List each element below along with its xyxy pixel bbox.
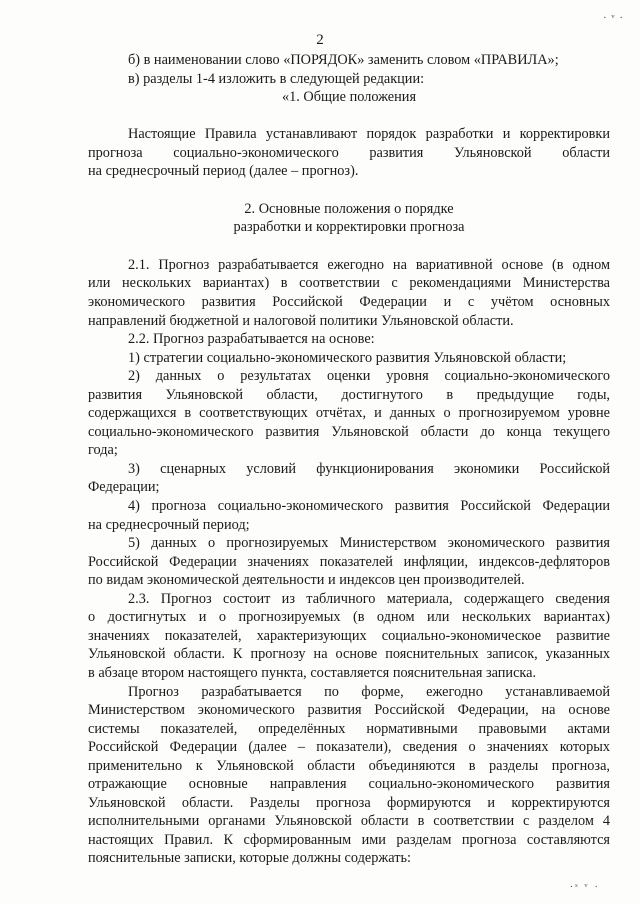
text-line: Министерством экономического развития Российской Федерации, на основе — [88, 702, 610, 719]
text-line: исполнительными органами Ульяновской области в соответствии с разделом 4 — [88, 813, 610, 830]
text-line: в абзаце втором настоящего пункта, составляется пояснительная записка. — [88, 664, 537, 681]
text-line: Ульяновской области. Разделы прогноза формируются и корректируются — [88, 794, 610, 811]
text-line: в) разделы 1-4 изложить в следующей редакции: — [128, 70, 425, 87]
text-line: 3) сценарных условий функционирования экономики Российской — [128, 460, 610, 477]
section-heading: разработки и корректировки прогноза — [233, 219, 465, 236]
text-line: 1) стратегии социально-экономического развития Ульяновской области; — [128, 349, 567, 366]
text-line: 2) данных о результатах оценки уровня социально-экономического — [128, 368, 610, 385]
text-line: настоящих Правил. К сформированным ими разделам прогноза составляются — [88, 831, 610, 848]
text-line: Настоящие Правила устанавливают порядок разработки и корректировки — [128, 126, 610, 143]
text-line: применительно к Ульяновской области объединяются в разделы прогноза, — [88, 757, 610, 774]
text-line: прогноза социально-экономического развития Ульяновской области — [88, 144, 610, 161]
text-line: Прогноз разрабатывается по форме, ежегодно устанавливаемой — [128, 683, 610, 700]
page-number: 2 — [316, 32, 324, 48]
text-line: о достигнутых и о прогнозируемых (в одном или нескольких вариантах) — [88, 609, 610, 626]
text-line: по видам экономической деятельности и индексов цен производителей. — [88, 572, 525, 589]
text-line: развития Ульяновской области, достигнутого в предыдущие годы, — [88, 386, 610, 403]
text-line: на среднесрочный период; — [88, 516, 250, 533]
text-line: системы показателей, определённых нормативными правовыми актами — [88, 720, 610, 737]
text-line: социально-экономического развития Ульяновской области до конца текущего — [88, 423, 610, 440]
text-line: отражающие основные направления социально-экономического развития — [88, 776, 610, 793]
text-line: б) в наименовании слово «ПОРЯДОК» заменить словом «ПРАВИЛА»; — [128, 52, 559, 68]
text-line: Российской Федерации (далее – показатели), сведения о значениях которых — [88, 739, 610, 756]
text-line: содержащихся в соответствующих отчётах, и данных о прогнозируемом уровне — [88, 405, 610, 422]
text-line: Российской Федерации значениях показателей инфляции, индексов-дефляторов — [88, 553, 610, 570]
text-line: 2.1. Прогноз разрабатывается ежегодно на вариативной основе (в одном — [128, 256, 610, 273]
text-line: 2.3. Прогноз состоит из табличного материала, содержащего сведения — [128, 590, 610, 607]
section-heading: 2. Основные положения о порядке — [244, 200, 454, 217]
text-line: Федерации; — [88, 479, 160, 496]
text-line: 5) данных о прогнозируемых Министерством экономического развития — [128, 535, 610, 552]
text-line: или нескольких вариантах) в соответствии с рекомендациями Министерства — [88, 275, 610, 292]
scan-bottom-mark: ·ˢ ᵛ · — [569, 881, 600, 893]
text-line: пояснительные записки, которые должны содержать: — [88, 850, 411, 867]
text-line: экономического развития Российской Федерации и с учётом основных — [88, 294, 610, 311]
text-line: 4) прогноза социально-экономического развития Российской Федерации — [128, 498, 610, 515]
document-body — [88, 51, 610, 868]
text-line: Ульяновской области. К прогнозу на основе пояснительных записок, указанных — [88, 646, 610, 663]
text-line: направлений бюджетной и налоговой политики Ульяновской области. — [88, 312, 514, 329]
text-line: на среднесрочный период (далее – прогноз). — [88, 163, 359, 180]
text-line: значениях показателей, характеризующих социально-экономическое развитие — [88, 627, 610, 644]
text-line: 2.2. Прогноз разрабатывается на основе: — [128, 331, 375, 348]
scan-corner-mark: · ᵛ · — [602, 12, 624, 24]
text-line: года; — [88, 442, 118, 459]
section-heading: «1. Общие положения — [281, 89, 417, 106]
